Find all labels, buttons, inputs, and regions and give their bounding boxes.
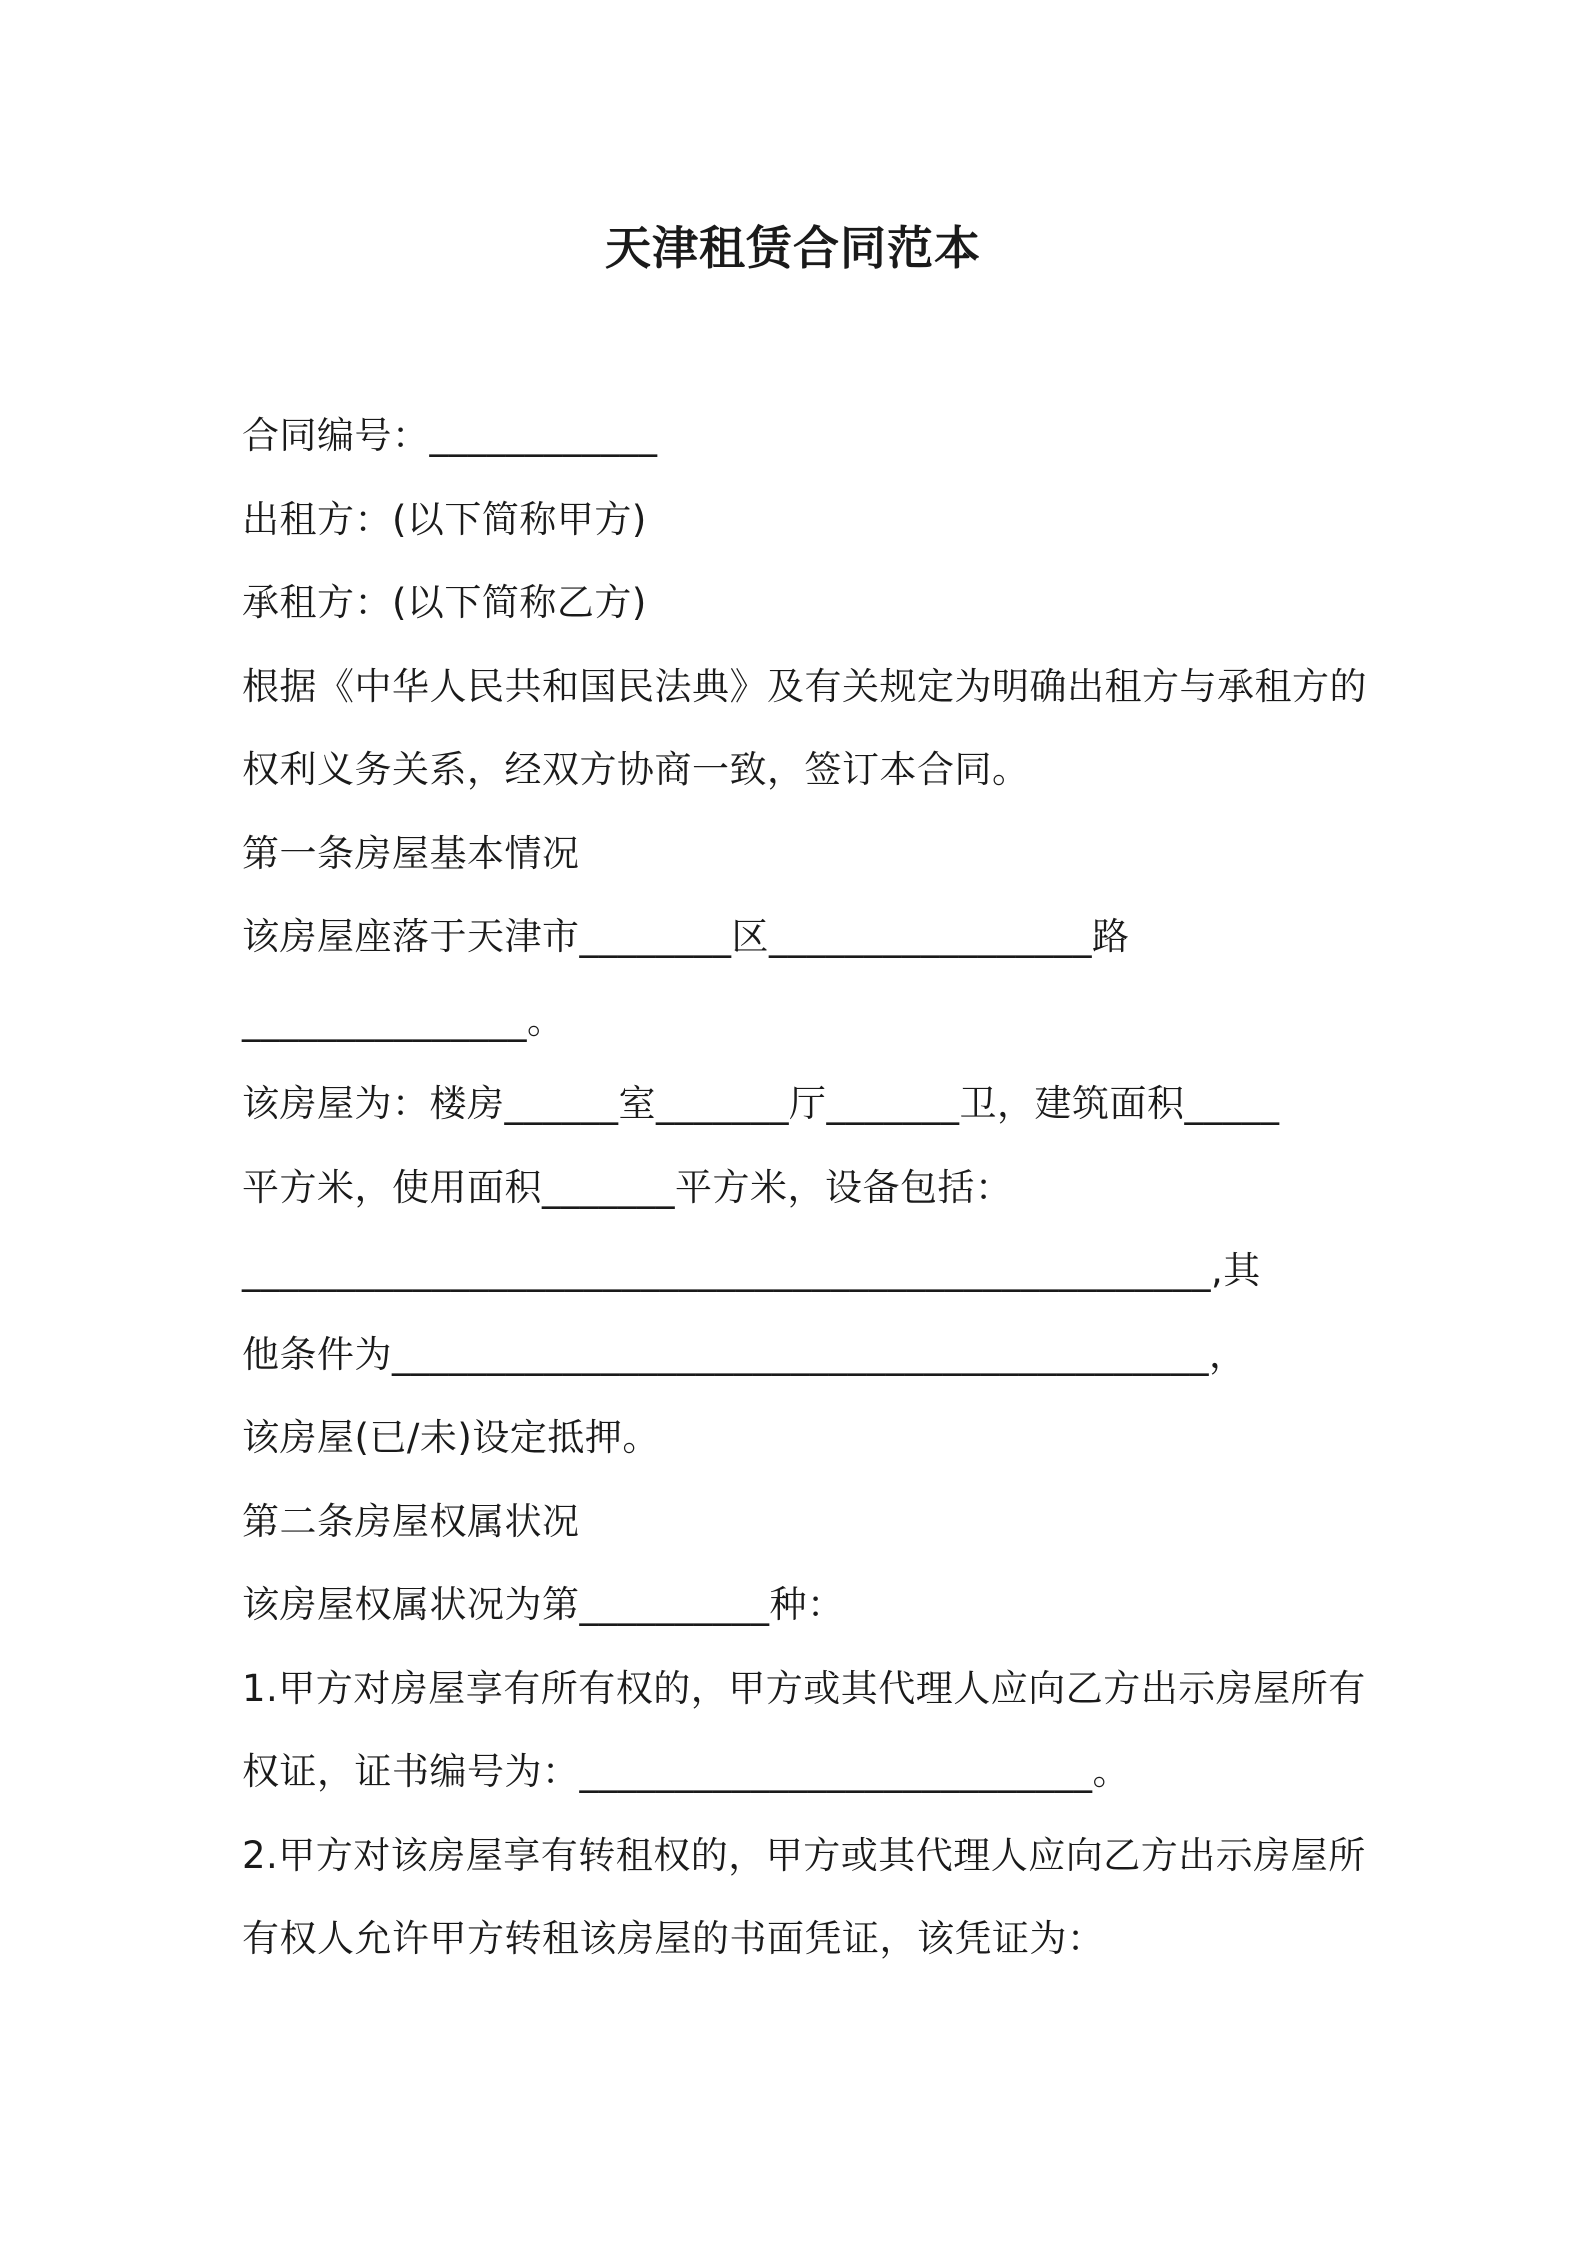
document-body bbox=[242, 408, 1367, 1995]
preamble-line-1: 根据《中华人民共和国民法典》及有关规定为明确出租方与承租方的 bbox=[242, 664, 1367, 708]
article-1-mortgage-line: 该房屋(已/未)设定抵押。 bbox=[242, 1416, 660, 1459]
article-2-status-line: 该房屋权属状况为第__________种： bbox=[242, 1583, 845, 1626]
document-title: 天津租赁合同范本 bbox=[605, 221, 981, 275]
article-1-other-conditions-line: 他条件为___________________________________________， bbox=[242, 1332, 1247, 1376]
article-1-address-line: 该房屋座落于天津市________区_________________路 bbox=[242, 915, 1130, 958]
article-2-item-1-line-2: 权证，证书编号为：___________________________。 bbox=[242, 1750, 1130, 1793]
contract-number-line: 合同编号：____________ bbox=[242, 414, 658, 457]
preamble-line-2: 权利义务关系，经双方协商一致，签订本合同。 bbox=[242, 748, 1030, 791]
article-1-area-line: 平方米，使用面积_______平方米，设备包括： bbox=[242, 1165, 1013, 1209]
lessor-line: 出租方：(以下简称甲方) bbox=[242, 497, 647, 541]
article-1-rooms-line: 该房屋为：楼房______室_______厅_______卫，建筑面积_____ bbox=[242, 1082, 1280, 1125]
article-1-equipment-line: ___________________________________________________,其 bbox=[242, 1249, 1261, 1292]
article-2-heading: 第二条房屋权属状况 bbox=[242, 1499, 580, 1543]
article-1-heading: 第一条房屋基本情况 bbox=[242, 831, 580, 875]
article-2-item-2-line-1: 2.甲方对该房屋享有转租权的，甲方或其代理人应向乙方出示房屋所 bbox=[242, 1833, 1366, 1877]
article-2-item-1-line-1: 1.甲方对房屋享有所有权的，甲方或其代理人应向乙方出示房屋所有 bbox=[242, 1666, 1366, 1710]
article-2-item-2-line-2: 有权人允许甲方转租该房屋的书面凭证，该凭证为： bbox=[242, 1917, 1105, 1960]
lessee-line: 承租方：(以下简称乙方) bbox=[242, 581, 647, 624]
article-1-address-continued: _______________。 bbox=[242, 998, 565, 1042]
